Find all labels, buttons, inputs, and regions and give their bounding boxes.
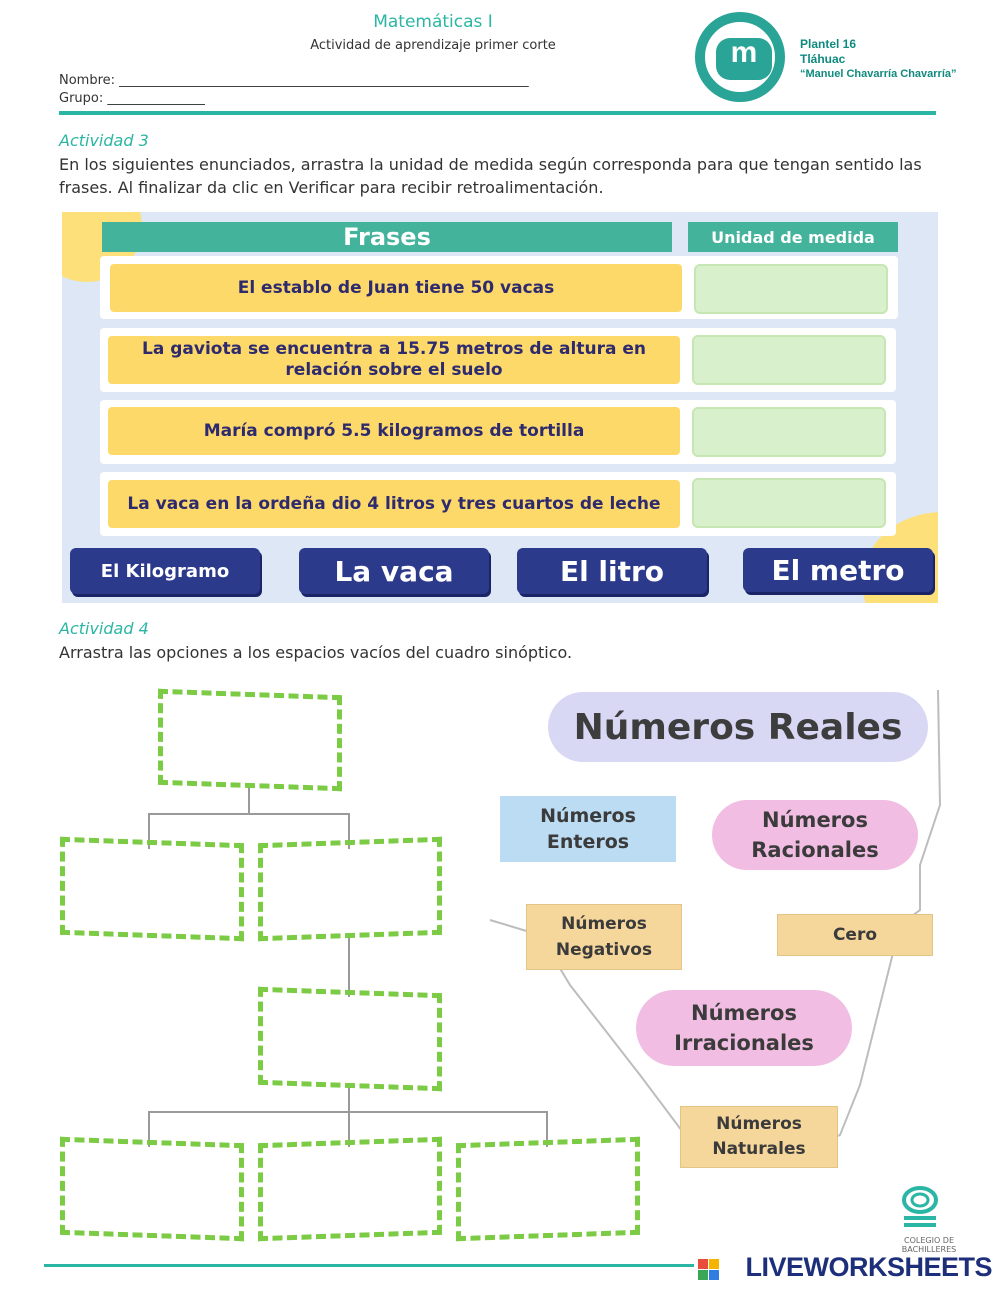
liveworksheets-logo-icon	[698, 1259, 720, 1281]
chart-connector	[348, 935, 350, 997]
school-plantel: Plantel 16	[800, 37, 857, 51]
synoptic-drop-box-level2-left[interactable]	[60, 837, 244, 941]
synoptic-drop-box-level2-right[interactable]	[258, 837, 442, 941]
activity3-panel	[62, 212, 938, 603]
activity-subtitle: Actividad de aprendizaje primer corte	[310, 38, 556, 53]
college-name: COLEGIO DE BACHILLERES	[901, 1236, 957, 1254]
option-numeros-enteros[interactable]: Números Enteros	[500, 796, 676, 862]
chart-connector	[248, 786, 250, 814]
group-field[interactable]: Grupo: _______________	[59, 91, 205, 106]
option-numeros-negativos[interactable]: Números Negativos	[526, 904, 682, 970]
college-logo-icon	[898, 1186, 942, 1234]
phrase-4: La vaca en la ordeña dio 4 litros y tres cuartos de leche	[108, 480, 680, 528]
activity4-instructions: Arrastra las opciones a los espacios vacíos del cuadro sinóptico.	[59, 643, 573, 662]
header-divider	[59, 111, 936, 115]
school-info	[800, 37, 957, 82]
unit-drop-zone-2[interactable]	[692, 335, 886, 385]
unit-drop-zone-1[interactable]	[694, 264, 888, 314]
synoptic-drop-box-level3[interactable]	[258, 987, 442, 1091]
unit-drop-zone-4[interactable]	[692, 478, 886, 528]
option-la-vaca[interactable]: La vaca	[299, 548, 489, 594]
option-metro[interactable]: El metro	[743, 548, 933, 592]
unit-header: Unidad de medida	[688, 222, 898, 252]
activity3-instructions: En los siguientes enunciados, arrastra la unidad de medida según corresponda para que tengan sentido las frases. Al finalizar da clic en Verificar para recibir retroalimentación.	[59, 155, 922, 197]
chart-connector	[348, 1085, 350, 1113]
footer-divider	[44, 1264, 694, 1267]
liveworksheets-brand[interactable]: LIVEWORKSHEETS	[745, 1252, 992, 1282]
option-kilogramo[interactable]: El Kilogramo	[70, 548, 260, 594]
option-numeros-reales[interactable]: Números Reales	[548, 692, 928, 762]
subject-title: Matemáticas I	[373, 12, 493, 32]
synoptic-drop-box-level4-middle[interactable]	[258, 1137, 442, 1241]
school-city: Tláhuac	[800, 52, 846, 66]
school-name: “Manuel Chavarría Chavarría”	[800, 68, 957, 80]
phrase-1: El establo de Juan tiene 50 vacas	[110, 264, 682, 312]
synoptic-drop-box-root[interactable]	[158, 689, 342, 791]
phrases-header: Frases	[102, 222, 672, 252]
name-field[interactable]: Nombre: _______________________________________________________________	[59, 73, 529, 88]
phrase-2: La gaviota se encuentra a 15.75 metros de altura en relación sobre el suelo	[108, 336, 680, 384]
phrase-3: María compró 5.5 kilogramos de tortilla	[108, 407, 680, 455]
school-logo-letter: m	[730, 36, 758, 69]
activity3-title: Actividad 3	[59, 131, 149, 150]
option-numeros-irracionales[interactable]: Números Irracionales	[636, 990, 852, 1066]
activity4-title: Actividad 4	[59, 619, 149, 638]
synoptic-drop-box-level4-left[interactable]	[60, 1137, 244, 1241]
unit-drop-zone-3[interactable]	[692, 407, 886, 457]
option-cero[interactable]: Cero	[777, 914, 933, 956]
option-litro[interactable]: El litro	[517, 548, 707, 594]
option-numeros-racionales[interactable]: Números Racionales	[712, 800, 918, 870]
option-numeros-naturales[interactable]: Números Naturales	[680, 1106, 838, 1168]
chart-connector	[148, 813, 350, 815]
